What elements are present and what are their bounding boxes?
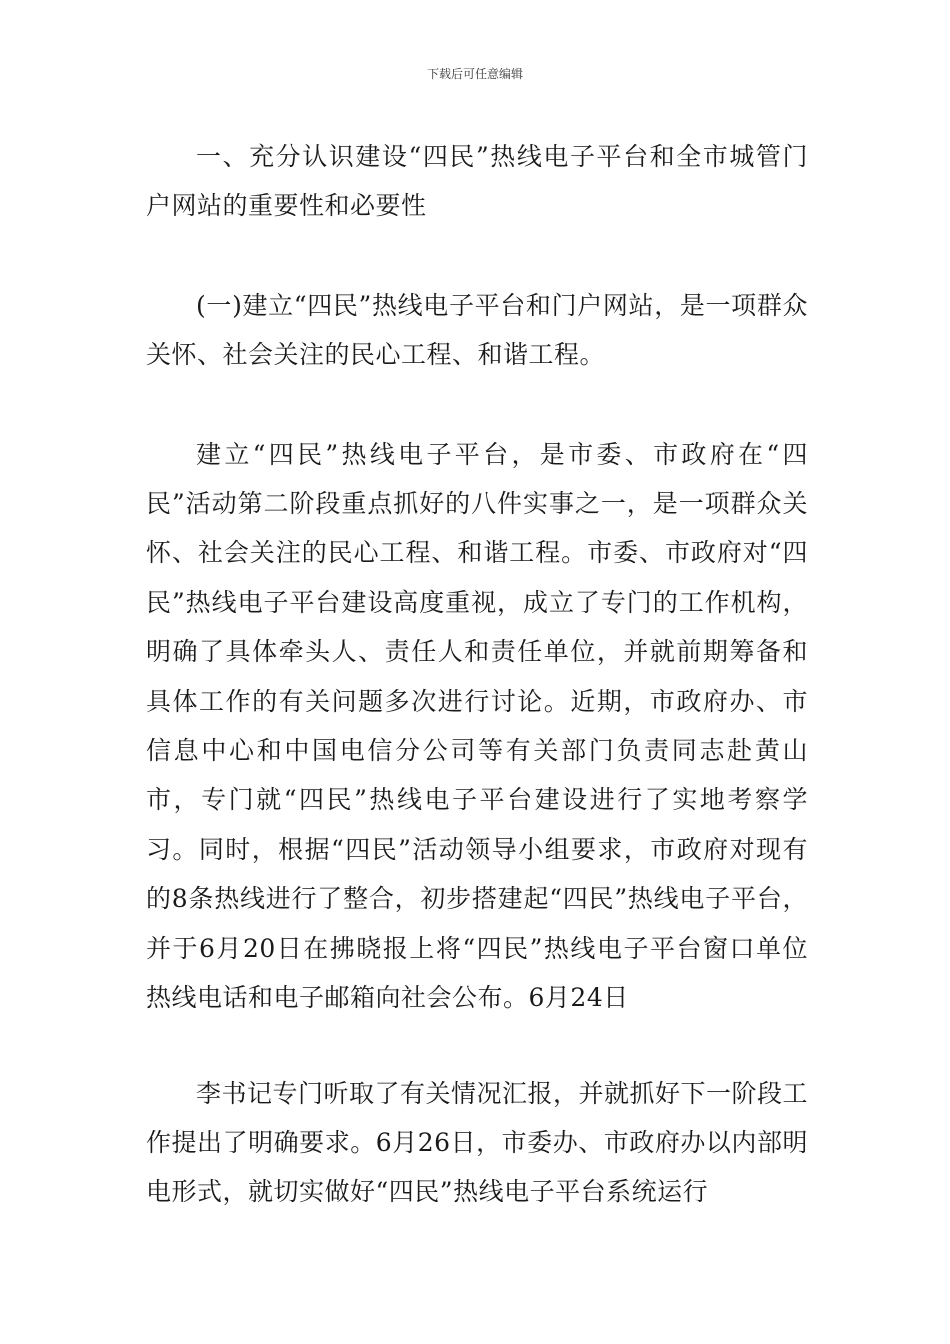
body-paragraph: 李书记专门听取了有关情况汇报，并就抓好下一阶段工作提出了明确要求。6月26日，市委办、市政府办以内部明电形式，就切实做好“四民”热线电子平台系统运行 [146, 1078, 809, 1207]
document-body [146, 132, 808, 1217]
paragraph-gap [146, 1023, 808, 1069]
paragraph-gap [146, 231, 808, 281]
page-header: 下载后可任意编辑 [426, 67, 523, 81]
section-heading: 一、充分认识建设“四民”热线电子平台和全市城管门户网站的重要性和必要性 [146, 142, 808, 221]
paragraph-gap [146, 380, 808, 430]
subsection-heading: (一)建立“四民”热线电子平台和门户网站，是一项群众关怀、社会关注的民心工程、和谐工程。 [146, 290, 808, 370]
body-paragraph: 建立“四民”热线电子平台，是市委、市政府在“四民”活动第二阶段重点抓好的八件实事之一，是一项群众关怀、社会关注的民心工程、和谐工程。市委、市政府对“四民”热线电子平台建设高度重视，成立了专门的工作机构，明确了具体牵头人、责任人和责任单位，并就前期筹备和具体工作的有关问题多次进行讨论。近期，市政府办、市信息中心和中国电信分公司等有关部门负责同志赴黄山市，专门就“四民”热线电子平台建设进行了实地考察学习。同时，根据“四民”活动领导小组要求，市政府对现有的8条热线进行了整合，初步搭建起“四民”热线电子平台，并于6月20日在拂晓报上将“四民”热线电子平台窗口单位热线电话和电子邮箱向社会公布。6月24日 [146, 439, 808, 1013]
